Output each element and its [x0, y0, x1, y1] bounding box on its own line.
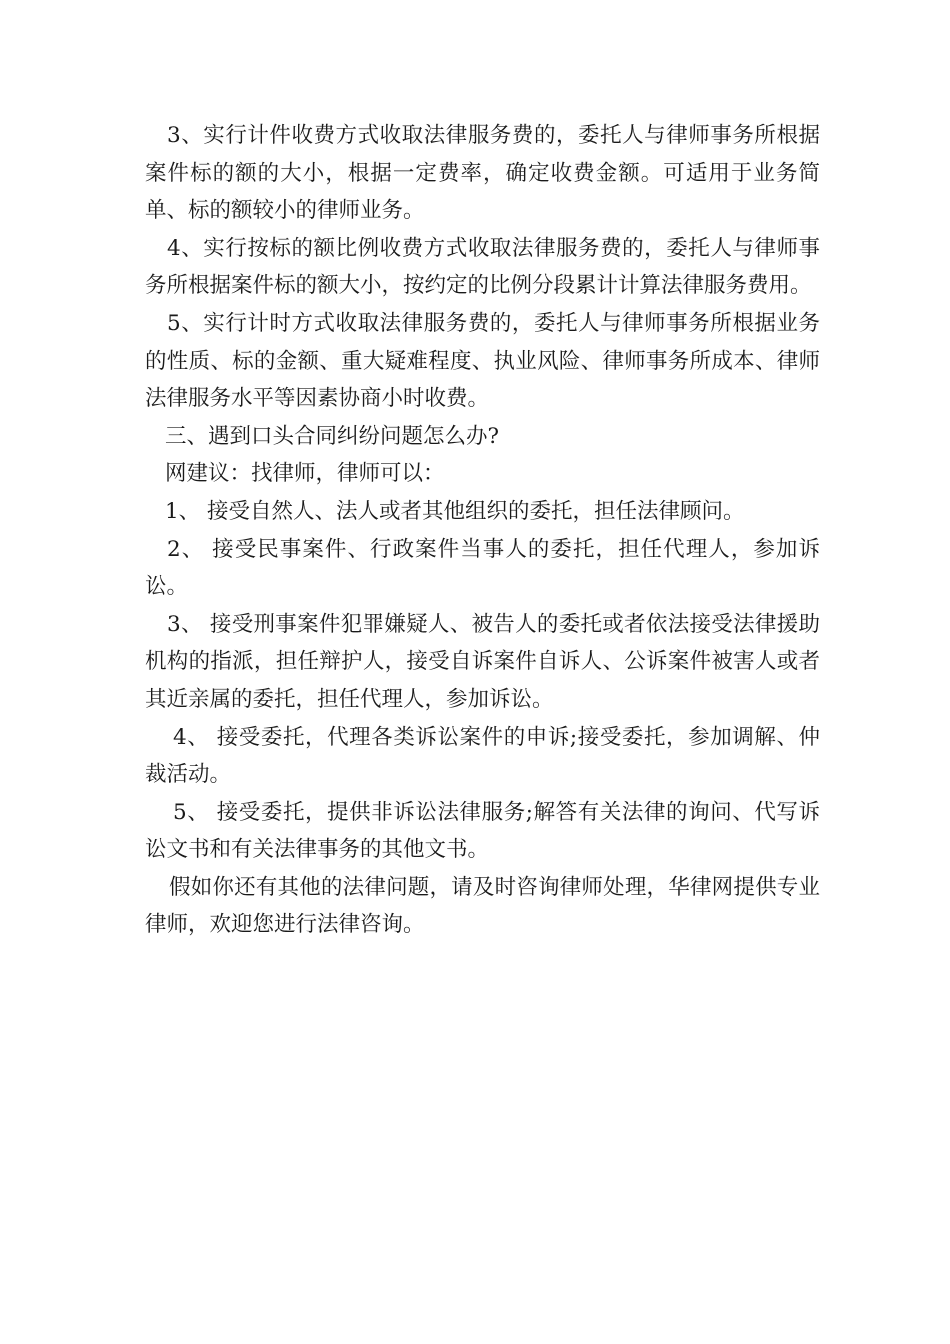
document-body	[145, 117, 820, 944]
paragraph-closing: 假如你还有其他的法律问题，请及时咨询律师处理，华律网提供专业律师，欢迎您进行法律咨询。	[145, 874, 820, 938]
list-item-civil-agent: 2、 接受民事案件、行政案件当事人的委托，担任代理人，参加诉讼。	[145, 536, 820, 600]
list-item-non-litigation: 5、 接受委托，提供非诉讼法律服务;解答有关法律的询问、代写诉讼文书和有关法律事务的其他文书。	[145, 799, 820, 863]
list-item-criminal-defense: 3、 接受刑事案件犯罪嫌疑人、被告人的委托或者依法接受法律援助机构的指派，担任辩护人，接受自诉案件自诉人、公诉案件被害人或者其近亲属的委托，担任代理人，参加诉讼。	[145, 611, 820, 712]
paragraph-fee-hourly: 5、实行计时方式收取法律服务费的，委托人与律师事务所根据业务的性质、标的金额、重大疑难程度、执业风险、律师事务所成本、律师法律服务水平等因素协商小时收费。	[145, 310, 820, 412]
list-item-appeal-mediation: 4、 接受委托，代理各类诉讼案件的申诉;接受委托，参加调解、仲裁活动。	[145, 724, 820, 788]
paragraph-suggestion: 网建议：找律师，律师可以：	[165, 461, 445, 487]
paragraph-fee-proportional: 4、实行按标的额比例收费方式收取法律服务费的，委托人与律师事务所根据案件标的额大小，按约定的比例分段累计计算法律服务费用。	[145, 235, 820, 299]
list-item-legal-advisor: 1、 接受自然人、法人或者其他组织的委托，担任法律顾问。	[165, 498, 745, 524]
paragraph-fee-piecework: 3、实行计件收费方式收取法律服务费的，委托人与律师事务所根据案件标的额的大小，根据一定费率，确定收费金额。可适用于业务简单、标的额较小的律师业务。	[145, 123, 820, 224]
section-heading-oral-contract: 三、遇到口头合同纠纷问题怎么办?	[165, 423, 500, 449]
